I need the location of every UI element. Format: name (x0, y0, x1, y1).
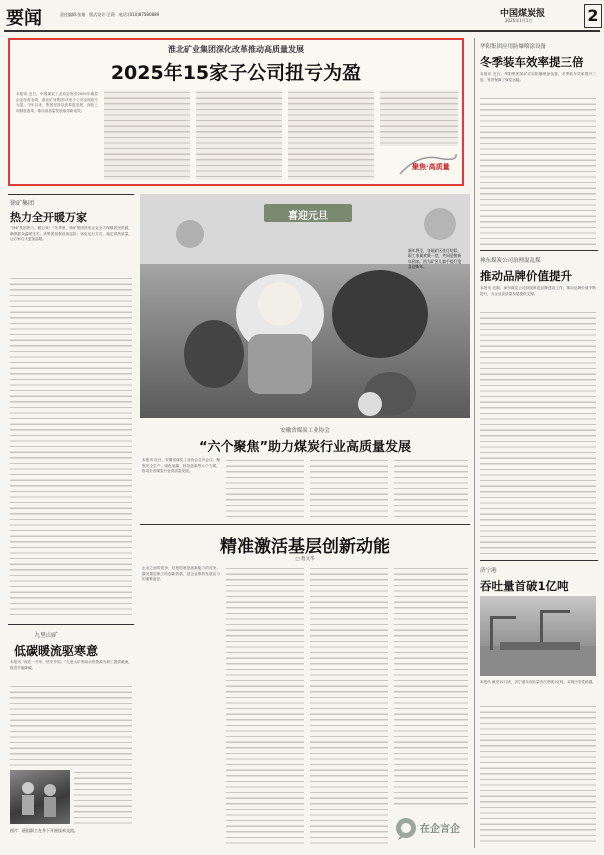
editor-credits: 责任编辑:张翔 版式设计:王莉 电话:(010)87580889 (60, 12, 160, 17)
right-bottom-rule (480, 560, 598, 561)
masthead-rule (4, 30, 600, 32)
lead-body-col3 (196, 90, 282, 180)
mid-body-col4 (394, 458, 468, 518)
section-title: 要闻 (6, 8, 42, 29)
workers-figure-icon (10, 770, 70, 824)
lead-headline: 2025年15家子公司扭亏为盈 (110, 62, 362, 84)
lead-body-col2 (104, 90, 190, 180)
quality-stamp (398, 150, 458, 178)
quality-stamp-label: 聚焦·高质量 (412, 163, 450, 171)
mid-body-col1: 本报讯 近日，安徽省煤炭工业协会召开会议，聚焦安全生产、绿色低碳、科技创新等六个方面，推动全省煤炭行业高质量发展。 (142, 458, 220, 474)
col-a-kicker: 徐矿集团 (10, 200, 35, 207)
new-year-photo (140, 194, 470, 418)
mid-kicker: 安徽省煤炭工业协会 (280, 428, 330, 434)
port-photo (480, 596, 596, 676)
column-logo (394, 812, 468, 842)
right-bottom-body: 本报讯 截至12月底，济宁港年吞吐量首次突破1亿吨，实现历史性跨越。 (480, 680, 596, 684)
photo-badge (264, 204, 352, 222)
col-a-body: “徐矿集团热力，暖万家！”冬季里，徐矿集团热电企业全力保障居民供暖，确保群众温暖过冬。该集团加强设备巡检，优化运行方式，稳定供热质量，让万家灯火更加温暖。 (10, 226, 132, 242)
col-b-caption: 图片：班组职工在井下开展技术交流。 (10, 828, 78, 833)
speech-bubble-icon (394, 816, 418, 840)
col-b-photo (10, 770, 70, 824)
column-logo-text: 在企言企 (420, 824, 460, 835)
lantern-children-illustration (140, 194, 470, 418)
right-bottom-body-more (480, 704, 596, 846)
col-a-headline: 热力全开暖万家 (10, 211, 87, 224)
col-b-body-more (10, 684, 132, 766)
photo-caption: 新年将至，各地矿区张灯结彩，职工家属欢聚一堂，共同迎接新年到来。图为矿区儿童手提灯笼喜迎新年。 (408, 248, 462, 270)
col-b-body-side (74, 770, 132, 824)
mid-body-col2 (226, 458, 304, 518)
right-top-body: 本报讯 近日，华阳集团某矿应用防爆喷涂设备，冬季装车效率提升三倍，有效保障了煤炭运输。 (480, 72, 596, 82)
paper-name: 中国煤炭报 (500, 9, 546, 19)
bottom-byline: □ 程文华 (295, 557, 315, 562)
port-cranes-illustration (480, 596, 596, 676)
right-bottom-kicker: 济宁港 (480, 568, 497, 574)
col-b-kicker: 九里山矿 (34, 632, 59, 639)
bottom-body-col2 (226, 566, 304, 846)
bottom-body-col3 (310, 566, 388, 846)
right-mid-body: 本报讯 近期，神东煤炭公司持续推进品牌建设工作，推动品牌价值不断提升，为企业高质量发展提供支撑。 (480, 286, 596, 296)
right-top-headline: 冬季装车效率提三倍 (480, 55, 584, 69)
photo-badge-text: 喜迎元旦 (288, 211, 328, 222)
right-column-divider (474, 38, 475, 848)
right-mid-kicker: 神东煤炭公司治理混乱煤 (480, 258, 541, 264)
right-mid-body-more (480, 310, 596, 556)
right-top-kicker: 华阳集团应用防爆喷涂设备 (480, 44, 547, 50)
col-a-rule (8, 194, 134, 195)
col-b-body: 本报讯 “现在一开车，热乎乎的。”九里山矿利用余热资源为职工提供暖流，推进节能降碳。 (10, 660, 132, 670)
lead-body-col1: 本报讯 近日，中国煤炭工业协会发布2025年煤炭企业经营业绩，淮北矿业集团15家子公司实现扭亏为盈。今年以来，集团坚持以改革促发展，深化三项制度改革，推动高质量发展取得新成效。 (16, 92, 98, 113)
mid-body-col3 (310, 458, 388, 518)
right-bottom-headline: 吞吐量首破1亿吨 (480, 579, 569, 593)
page-number: 2 (584, 4, 602, 28)
right-mid-headline: 推动品牌价值提升 (480, 269, 572, 283)
bottom-story-rule (140, 524, 470, 525)
bottom-headline: 精准激活基层创新动能 (220, 537, 390, 557)
lead-body-col4 (288, 90, 374, 180)
lead-kicker: 淮北矿业集团深化改革推动高质量发展 (168, 44, 304, 54)
bottom-body-col1: 企业之间的竞争，归根结底是创新能力的竞争。激发基层职工的创新热情，是企业保持发展活力的重要途径。 (142, 566, 220, 582)
bottom-body-col4 (394, 566, 468, 806)
issue-date: 2025年1月1日 (505, 18, 533, 23)
lead-body-col5 (380, 90, 458, 146)
col-b-rule (8, 624, 134, 625)
right-top-body-more (480, 96, 596, 246)
right-mid-rule (480, 250, 598, 251)
col-a-body-more (10, 276, 132, 616)
mid-headline: “六个聚焦”助力煤炭行业高质量发展 (198, 440, 412, 455)
col-b-headline: 低碳暖流驱寒意 (14, 644, 99, 658)
